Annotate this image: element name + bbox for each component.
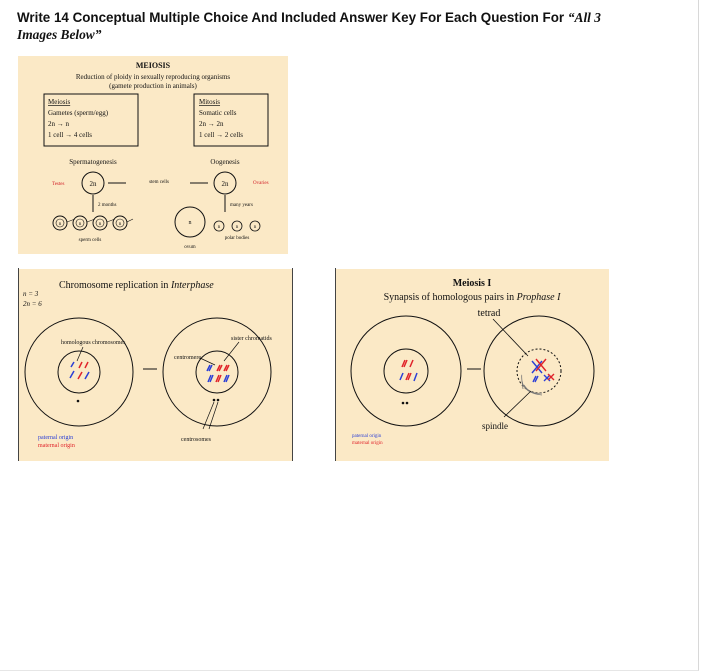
spindle-label: spindle bbox=[482, 421, 508, 431]
prophase-paternal-label: paternal origin bbox=[352, 434, 382, 439]
centromere-label: centromere bbox=[174, 355, 201, 361]
spindle-pointer bbox=[504, 391, 531, 417]
prophase-diagram bbox=[336, 269, 609, 461]
chromatid-pair bbox=[533, 376, 538, 382]
prophase-slide bbox=[336, 269, 609, 461]
spindle-fiber bbox=[522, 381, 542, 395]
polar-body-label: n bbox=[235, 225, 239, 230]
chromosome bbox=[79, 362, 82, 368]
chromatid bbox=[400, 373, 403, 380]
centrosome-dot bbox=[213, 399, 216, 402]
testes-label: Testes bbox=[52, 182, 65, 187]
tetrad-pointer bbox=[493, 319, 528, 356]
sperm-label: n bbox=[78, 222, 82, 227]
mitosis-box-line2: 2n → 2n bbox=[199, 120, 224, 128]
testes-cell-label: 2n bbox=[89, 180, 97, 188]
chromatid bbox=[414, 373, 417, 381]
sperm-cells-label: sperm cells bbox=[78, 238, 102, 243]
meiosis-slide bbox=[18, 56, 288, 254]
chromosome bbox=[71, 362, 74, 367]
prophase-subtitle: Synapsis of homologous pairs in Prophase I bbox=[383, 292, 561, 303]
question-tail-1: “All 3 bbox=[567, 10, 601, 25]
interphase-title: Chromosome replication in Interphase bbox=[59, 280, 214, 291]
polar-bodies-group bbox=[214, 221, 260, 231]
slide-divider-mid bbox=[292, 268, 293, 461]
paternal-label: paternal origin bbox=[38, 435, 74, 441]
many-years-label: many years bbox=[230, 203, 253, 208]
chromosomes-2 bbox=[207, 365, 229, 382]
ovary-cell-label: 2n bbox=[221, 180, 229, 188]
meiosis-subtitle-2: (gamete production in animals) bbox=[109, 82, 197, 90]
prophase-cell-1 bbox=[351, 316, 461, 426]
spermatogenesis-label: Spermatogenesis bbox=[69, 158, 117, 166]
chromatid-pair bbox=[208, 375, 213, 382]
chromosomes-3 bbox=[400, 360, 417, 381]
mitosis-box-heading: Mitosis bbox=[199, 98, 221, 106]
sister-pointer bbox=[224, 342, 239, 361]
polar-body-label: n bbox=[217, 225, 221, 230]
interphase-diagram bbox=[19, 269, 292, 461]
tetrads bbox=[532, 359, 554, 382]
prophase-nucleus-1 bbox=[384, 349, 428, 393]
sperm-label: n bbox=[98, 222, 102, 227]
meiosis-title: MEIOSIS bbox=[135, 61, 171, 70]
sister-label: sister chromatids bbox=[231, 336, 272, 342]
stem-cells-label: stem cells bbox=[149, 180, 169, 185]
maternal-label: maternal origin bbox=[38, 443, 75, 449]
spindle-fiber bbox=[522, 375, 523, 389]
meiosis-subtitle-1: Reduction of ploidy in sexually reproducing organisms bbox=[75, 73, 231, 81]
n-value: n = 3 bbox=[23, 290, 39, 298]
chromatid-pair bbox=[207, 365, 212, 371]
centrosome-pointer bbox=[209, 402, 218, 429]
ovum-label: ovum bbox=[184, 245, 196, 250]
sperm-cells-group bbox=[53, 216, 133, 230]
mitosis-box-line1: Somatic cells bbox=[199, 109, 237, 117]
prophase-maternal-label: maternal origin bbox=[352, 441, 383, 446]
ovaries-label: Ovaries bbox=[253, 181, 269, 186]
tetrad-cross bbox=[532, 361, 542, 373]
chromatid-pair bbox=[224, 375, 229, 382]
chromatid-pair bbox=[406, 373, 411, 380]
sperm-label: n bbox=[118, 222, 122, 227]
meiosis-box-line1: Gametes (sperm/egg) bbox=[48, 109, 109, 117]
prophase-cell-2 bbox=[484, 316, 594, 426]
centrosome-dot bbox=[217, 399, 220, 402]
interphase-nucleus-1 bbox=[58, 351, 100, 393]
interphase-slide bbox=[19, 269, 292, 461]
oogenesis-label: Oogenesis bbox=[210, 158, 240, 166]
chromosomes-1 bbox=[70, 362, 89, 379]
meiosis-box-line3: 1 cell → 4 cells bbox=[48, 131, 92, 139]
tetrad-cross bbox=[536, 359, 546, 371]
two-months-label: 2 months bbox=[98, 203, 117, 208]
interphase-cell-2 bbox=[163, 318, 271, 426]
chromatid-pair bbox=[224, 365, 229, 371]
interphase-nucleus-2 bbox=[196, 351, 238, 393]
question-main: Write 14 Conceptual Multiple Choice And Included Answer Key For Each Question For bbox=[17, 10, 568, 25]
prophase-title: Meiosis I bbox=[452, 278, 492, 289]
chromosome bbox=[85, 362, 88, 368]
centrosome-dot bbox=[77, 400, 80, 403]
ovum-nucleus-label: n bbox=[188, 220, 192, 226]
meiosis-diagram bbox=[18, 56, 288, 254]
chromatid bbox=[410, 360, 413, 367]
homologous-label: homologous chromosomes bbox=[61, 340, 126, 346]
interphase-cell-1 bbox=[25, 318, 133, 426]
two-n-value: 2n = 6 bbox=[23, 300, 42, 308]
mitosis-box-line3: 1 cell → 2 cells bbox=[199, 131, 243, 139]
centromere-pointer bbox=[200, 358, 215, 365]
meiosis-box-heading: Meiosis bbox=[48, 98, 71, 106]
polar-bodies-label: polar bodies bbox=[224, 236, 250, 241]
homologous-pointer bbox=[77, 347, 83, 361]
centrosome-dot bbox=[406, 402, 409, 405]
tetrad-label: tetrad bbox=[477, 308, 501, 319]
chromosome bbox=[70, 371, 74, 378]
meiosis-box-line2: 2n → n bbox=[48, 120, 69, 128]
chromosome bbox=[78, 372, 82, 379]
centrosomes-label: centrosomes bbox=[181, 437, 211, 443]
question-text bbox=[17, 9, 617, 43]
centrosome-dot bbox=[402, 402, 405, 405]
sperm-label: n bbox=[58, 222, 62, 227]
chromosome bbox=[85, 372, 89, 379]
chromatid-pair bbox=[217, 365, 222, 371]
chromatid-pair bbox=[402, 360, 407, 367]
chromatid-pair bbox=[216, 375, 221, 382]
polar-body-label: n bbox=[253, 225, 257, 230]
question-tail-2: Images Below” bbox=[17, 27, 102, 42]
